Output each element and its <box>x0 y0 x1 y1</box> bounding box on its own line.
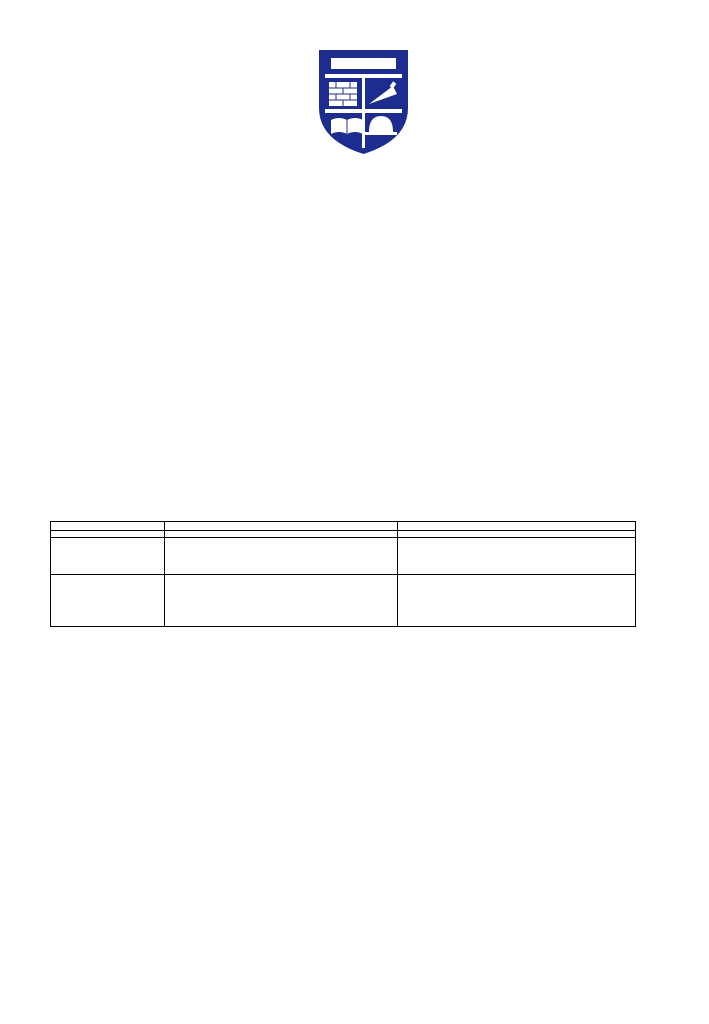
column-header-time <box>51 522 165 531</box>
logo-banner <box>331 58 396 69</box>
college-logo-icon <box>317 48 410 156</box>
top-border <box>0 8 709 30</box>
time-cell <box>51 575 165 627</box>
table-row <box>51 531 636 538</box>
table-row <box>51 575 636 627</box>
time-cell <box>51 538 165 575</box>
event-cell <box>165 531 398 538</box>
book-icon <box>331 118 363 134</box>
bottom-border <box>0 994 709 1016</box>
responsible-cell <box>398 538 636 575</box>
event-cell <box>165 538 398 575</box>
left-border <box>8 0 30 1024</box>
column-header-event <box>165 522 398 531</box>
event-cell <box>165 575 398 627</box>
column-header-responsible <box>398 522 636 531</box>
responsible-cell <box>398 531 636 538</box>
schedule-table <box>50 521 636 627</box>
table-header-row <box>51 522 636 531</box>
brick-wall-icon <box>329 82 357 106</box>
table-row <box>51 538 636 575</box>
responsible-cell <box>398 575 636 627</box>
time-cell <box>51 531 165 538</box>
right-border <box>683 0 705 1024</box>
